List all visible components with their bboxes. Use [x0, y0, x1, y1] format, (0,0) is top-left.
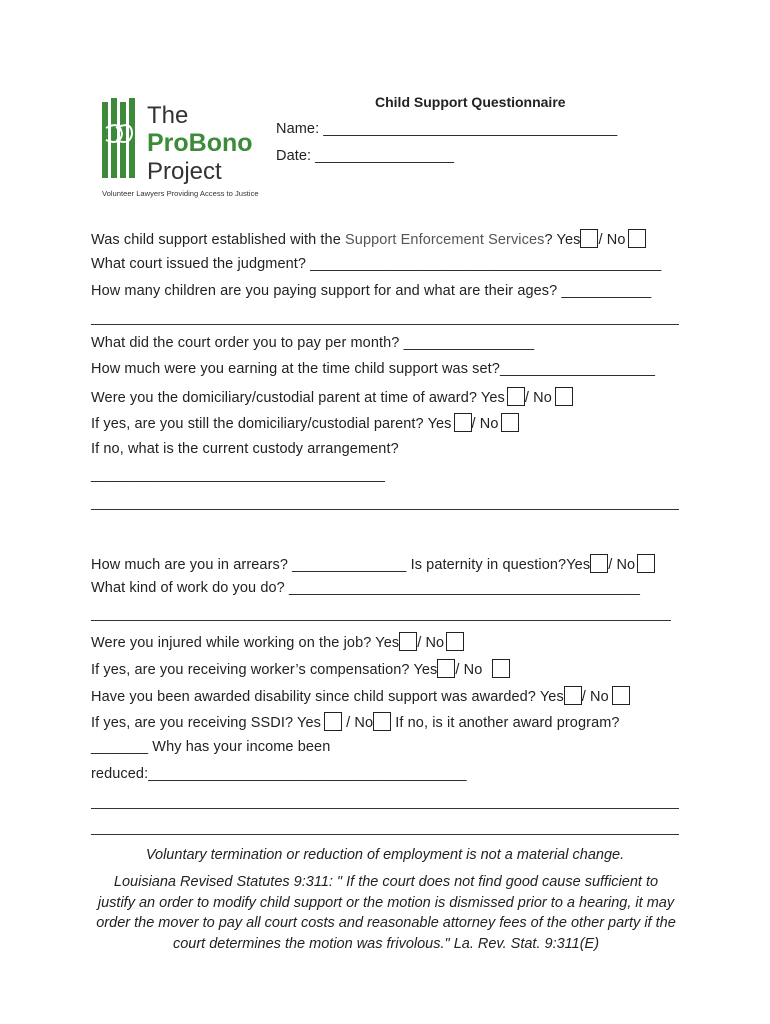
q14-no-checkbox[interactable] — [373, 712, 391, 731]
q12-no-label: / No — [455, 662, 483, 678]
q13-yes-checkbox[interactable] — [564, 686, 582, 705]
q9-no-label: / No — [608, 557, 636, 573]
q14-text: If yes, are you receiving SSDI? Yes — [91, 715, 321, 731]
q-disability-awarded — [91, 686, 630, 705]
date-field[interactable]: Date: _________________ — [276, 148, 455, 164]
q-injured-on-job — [91, 632, 464, 651]
q12-text: If yes, are you receiving worker’s compensation? Yes — [91, 662, 438, 678]
logo-tagline: Volunteer Lawyers Providing Access to Justice — [102, 189, 259, 198]
q1-yes-label: ? Yes — [544, 232, 581, 248]
q6-text: Were you the domiciliary/custodial parent at time of award? Yes — [91, 390, 505, 406]
q7-text: If yes, are you still the domiciliary/custodial parent? Yes — [91, 416, 452, 432]
logo-probono-text: ProBono — [147, 129, 253, 157]
page-title: Child Support Questionnaire — [375, 94, 566, 110]
q14-no-label: / No — [341, 715, 374, 731]
answer-line[interactable] — [91, 834, 679, 835]
q9-text[interactable]: How much are you in arrears? ______________ Is paternity in question?Yes — [91, 557, 591, 573]
q1-no-label: / No — [598, 232, 626, 248]
q1-no-checkbox[interactable] — [628, 229, 646, 248]
q11-text: Were you injured while working on the job? Yes — [91, 635, 400, 651]
q1-yes-checkbox[interactable] — [580, 229, 598, 248]
q11-yes-checkbox[interactable] — [399, 632, 417, 651]
probono-logo — [100, 96, 260, 201]
probono-logo-mark — [100, 96, 260, 201]
q12-no-checkbox[interactable] — [492, 659, 510, 678]
q-income-reduced[interactable]: _______ Why has your income been — [91, 739, 331, 755]
q-earnings[interactable]: How much were you earning at the time child support was set?___________________ — [91, 361, 656, 377]
q6-no-label: / No — [524, 390, 552, 406]
q-arrears-paternity — [91, 554, 655, 573]
answer-line[interactable] — [91, 808, 679, 809]
q11-no-checkbox[interactable] — [446, 632, 464, 651]
q-kind-of-work[interactable]: What kind of work do you do? ___________________________________________ — [91, 580, 641, 596]
q-children-count[interactable]: How many children are you paying support for and what are their ages? ___________ — [91, 283, 652, 299]
q-still-domiciliary — [91, 413, 519, 432]
q6-yes-checkbox[interactable] — [507, 387, 525, 406]
q-court-order-amount[interactable]: What did the court order you to pay per month? ________________ — [91, 335, 535, 351]
q-workers-comp — [91, 659, 510, 678]
q-reduced-answer[interactable]: reduced:_______________________________________ — [91, 766, 467, 782]
custody-answer-blank[interactable]: ____________________________________ — [91, 467, 385, 483]
answer-line[interactable] — [91, 509, 679, 510]
logo-the-text: The — [147, 102, 189, 129]
voluntary-termination-note: Voluntary termination or reduction of employment is not a material change. — [145, 847, 625, 863]
q7-no-checkbox[interactable] — [501, 413, 519, 432]
q7-no-label: / No — [471, 416, 499, 432]
answer-line[interactable] — [91, 620, 671, 621]
q-domiciliary-parent — [91, 387, 573, 406]
q12-yes-checkbox[interactable] — [437, 659, 455, 678]
q-court-issued[interactable]: What court issued the judgment? ___________________________________________ — [91, 256, 662, 272]
q-custody-arrangement: If no, what is the current custody arrangement? — [91, 441, 399, 457]
q13-no-label: / No — [581, 689, 609, 705]
q13-no-checkbox[interactable] — [612, 686, 630, 705]
q-ssdi — [91, 712, 620, 731]
name-field[interactable]: Name: ____________________________________ — [276, 121, 618, 137]
q6-no-checkbox[interactable] — [555, 387, 573, 406]
statute-note: Louisiana Revised Statutes 9:311: " If the court does not find good cause sufficient to justify an order to modify child support or the motion is dismissed prior to a hearing, it may order the mover to pay all court costs and reasonable attorney fees of the other party if the court determines the motion was frivolous." La. Rev. Stat. 9:311(E) — [96, 874, 676, 952]
q13-text: Have you been awarded disability since child support was awarded? Yes — [91, 689, 564, 705]
q1-agency: Support Enforcement Services — [345, 232, 545, 248]
logo-project-text: Project — [147, 158, 222, 185]
answer-line[interactable] — [91, 324, 679, 325]
q-support-established — [91, 229, 646, 248]
q11-no-label: / No — [417, 635, 445, 651]
q14-yes-checkbox[interactable] — [324, 712, 342, 731]
q7-yes-checkbox[interactable] — [454, 413, 472, 432]
q9-no-checkbox[interactable] — [637, 554, 655, 573]
q14-other-program: If no, is it another award program? — [391, 715, 620, 731]
q9-yes-checkbox[interactable] — [590, 554, 608, 573]
q1-text: Was child support established with the — [91, 232, 346, 248]
